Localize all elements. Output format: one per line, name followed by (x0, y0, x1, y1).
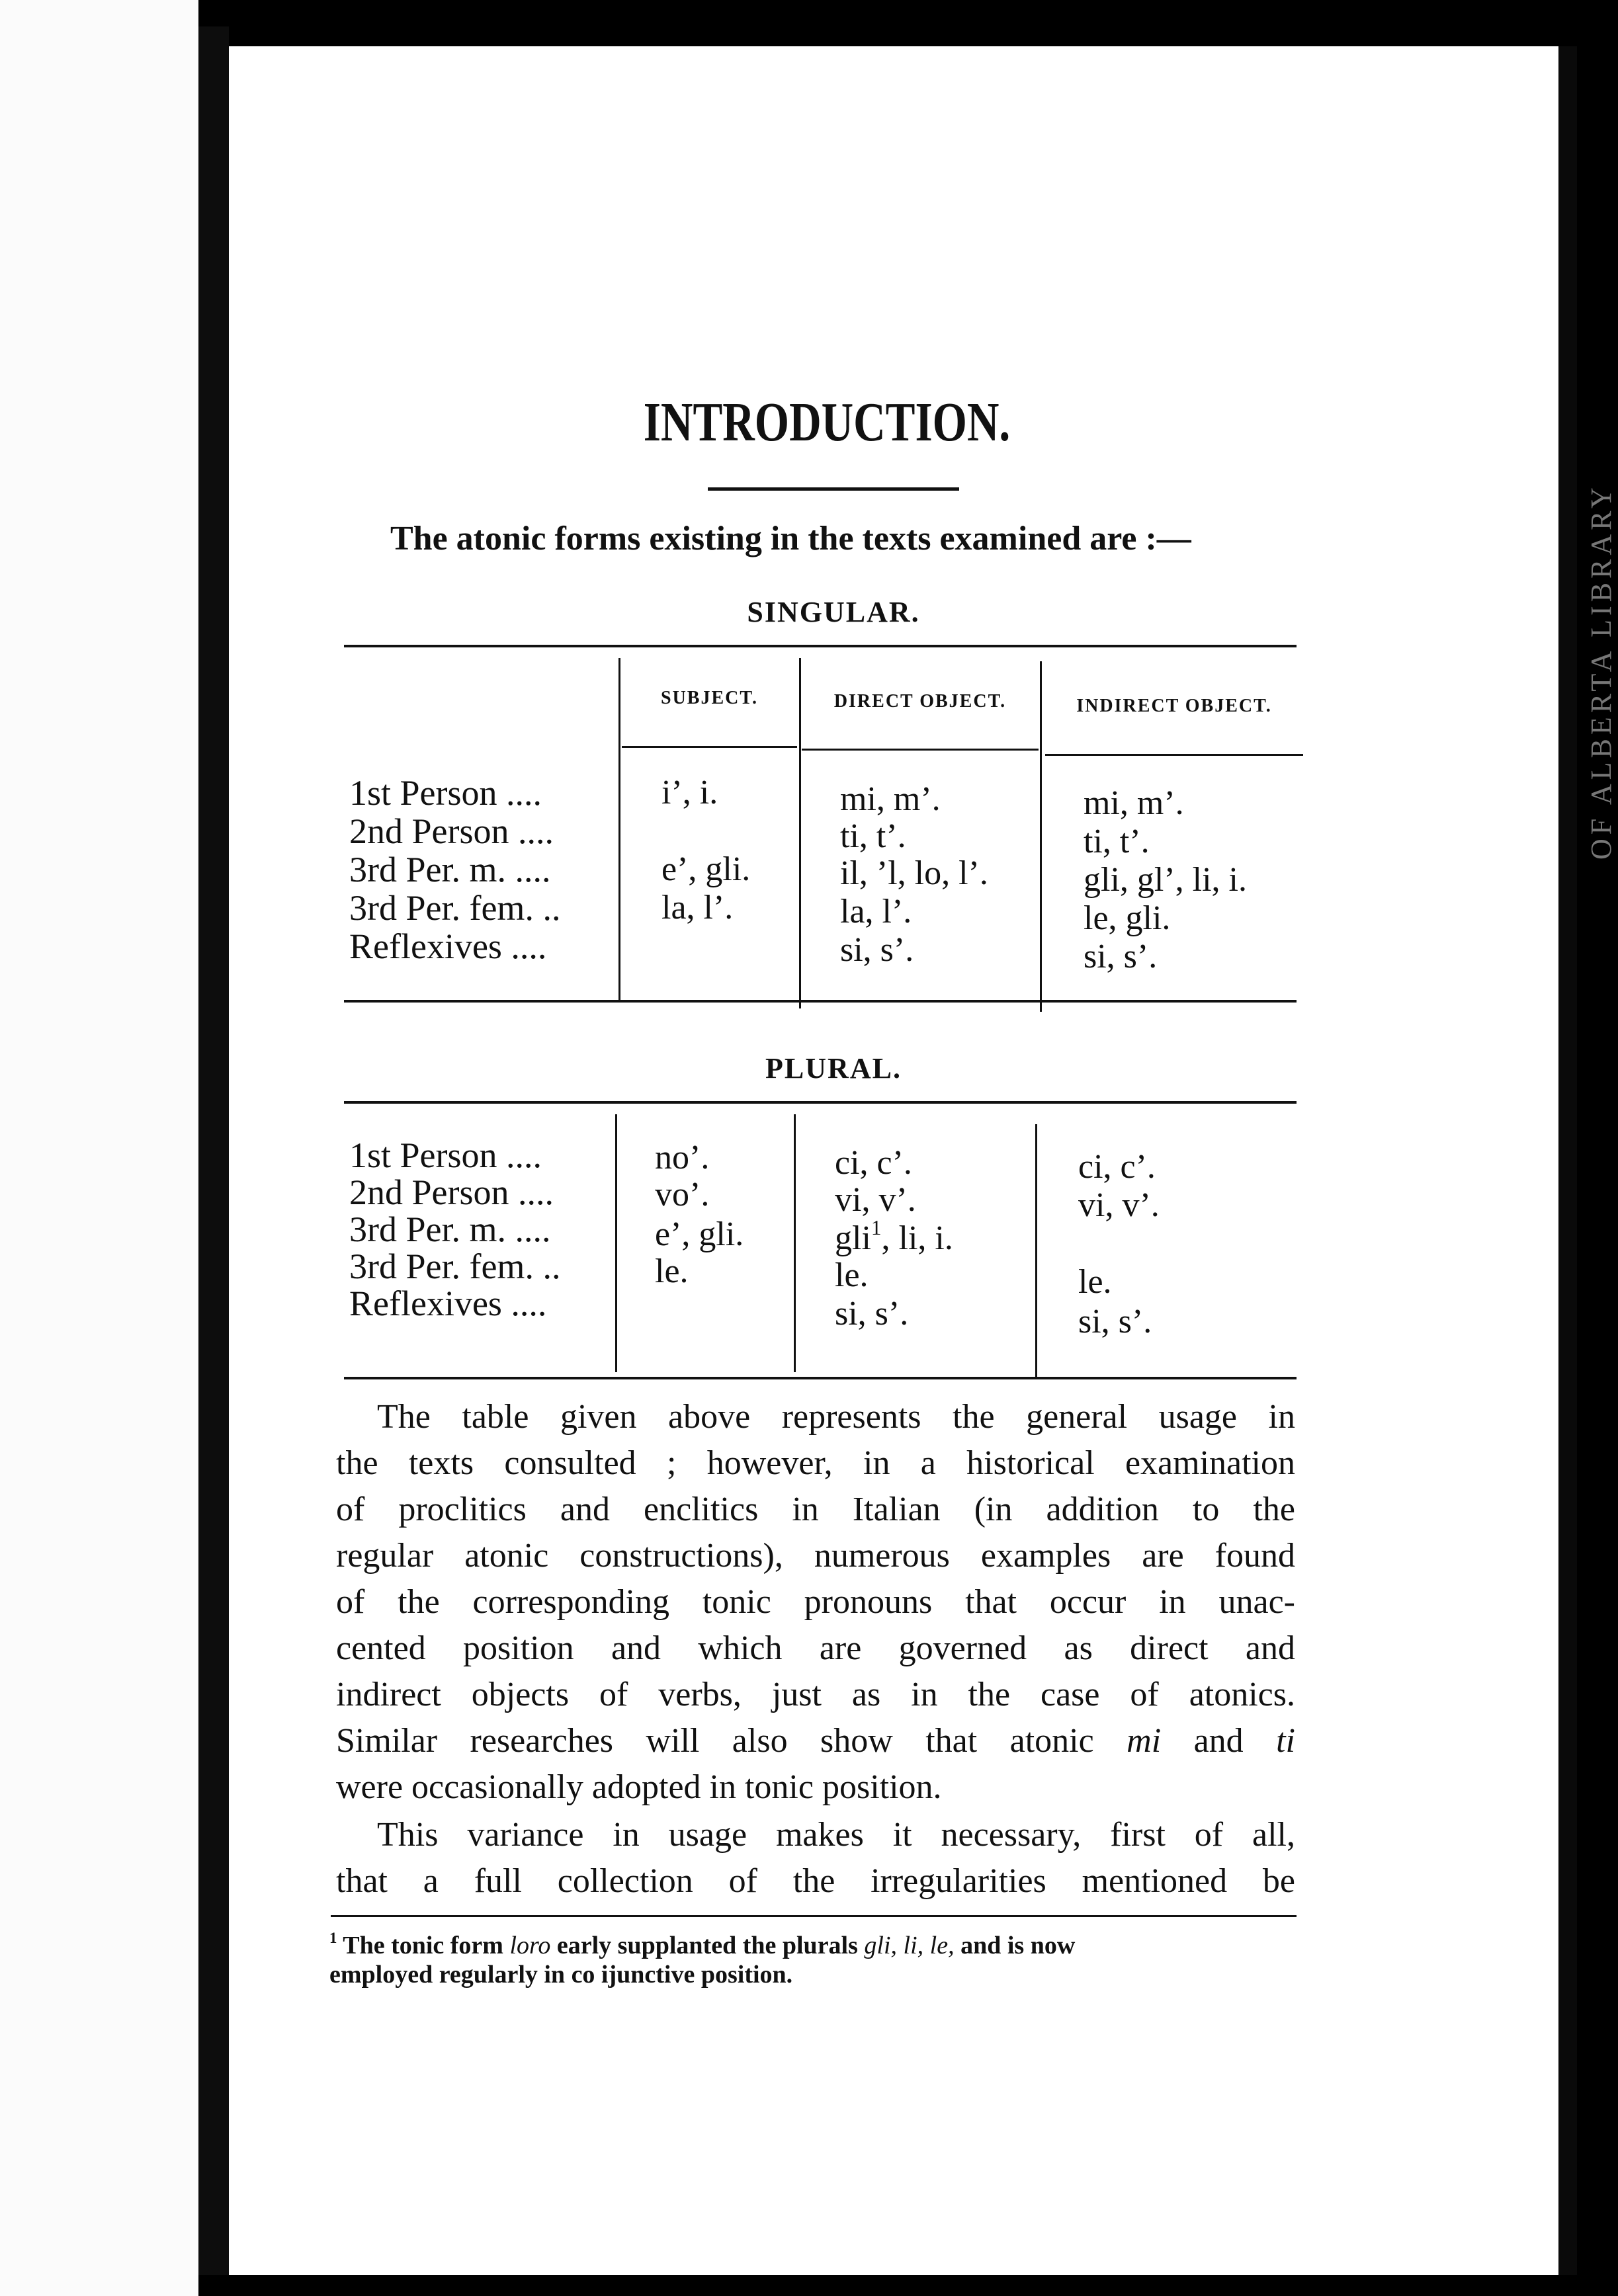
cell-indirect: ti, t’. (1084, 823, 1150, 860)
row-label: 3rd Per. fem. .. (349, 888, 561, 928)
plural-col-divider (1035, 1124, 1037, 1379)
cell-direct: la, l’. (840, 893, 912, 930)
cell-direct: le. (835, 1256, 869, 1294)
page-title: INTRODUCTION. (643, 391, 1011, 453)
title-rule (708, 487, 959, 491)
row-label: 2nd Person .... (349, 811, 554, 851)
cell-indirect: gli, gl’, li, i. (1084, 861, 1247, 899)
footnote-rule (331, 1915, 1297, 1917)
footnote-line: employed regularly in co ijunctive position. (329, 1961, 793, 1988)
text-line: This variance in usage makes it necessary, first of all, (377, 1816, 1295, 1854)
text-line: of the corresponding tonic pronouns that occur in unac- (336, 1583, 1295, 1621)
col-direct-object-header: DIRECT OBJECT. (833, 691, 1007, 712)
col-direct-rule (802, 749, 1039, 751)
plural-heading: PLURAL. (765, 1052, 902, 1085)
text-line: regular atonic constructions), numerous examples are found (336, 1537, 1295, 1575)
row-label: Reflexives .... (349, 1284, 547, 1323)
cell-indirect: le. (1078, 1263, 1112, 1301)
cell-subject: e’, gli. (661, 850, 751, 888)
text-line: the texts consulted ; however, in a historical examination (336, 1444, 1295, 1482)
text-fragment: and is now (954, 1932, 1076, 1959)
plural-top-rule (344, 1101, 1297, 1104)
book-binding-gutter (198, 26, 229, 2275)
cell-indirect: le, gli. (1084, 899, 1171, 937)
text-fragment: Similar researches will also show that atonic (336, 1722, 1094, 1760)
col-subject-header: SUBJECT. (661, 688, 758, 708)
col-indirect-object-header: INDIRECT OBJECT. (1076, 696, 1272, 716)
col-subject-rule (622, 746, 797, 748)
singular-bottom-rule (344, 1000, 1297, 1003)
plural-col-divider (615, 1114, 617, 1372)
footnote-ref: 1 (871, 1216, 882, 1240)
facing-page-edge (0, 0, 198, 2296)
intro-sentence: The atonic forms existing in the texts examined are :— (390, 520, 1191, 557)
singular-col-divider (799, 658, 801, 1008)
cell-direct: si, s’. (835, 1295, 909, 1332)
cell-indirect: ci, c’. (1078, 1148, 1156, 1186)
cell-direct: si, s’. (840, 931, 914, 969)
text-line: of proclitics and enclitics in Italian (in addition to the (336, 1491, 1295, 1528)
footnote-line (329, 1931, 1295, 1960)
cell-direct (835, 1216, 953, 1258)
direct-gli: gli (835, 1219, 871, 1257)
footnote-marker: 1 (329, 1930, 337, 1947)
cell-direct: mi, m’. (840, 780, 941, 818)
direct-rest: , li, i. (881, 1219, 953, 1257)
cell-indirect: si, s’. (1078, 1303, 1152, 1340)
cell-subject: vo’. (655, 1176, 710, 1213)
italic-loro: loro (509, 1932, 551, 1959)
row-label: 3rd Per. fem. .. (349, 1247, 561, 1286)
cell-indirect: vi, v’. (1078, 1186, 1160, 1224)
cell-indirect: mi, m’. (1084, 784, 1184, 822)
cell-direct: ti, t’. (840, 817, 906, 855)
italic-ti: ti (1276, 1722, 1295, 1760)
italic-mi: mi (1127, 1722, 1162, 1760)
text-line: were occasionally adopted in tonic position. (336, 1768, 942, 1806)
cell-subject: e’, gli. (655, 1215, 744, 1253)
col-indirect-rule (1045, 754, 1303, 756)
cell-indirect: si, s’. (1084, 938, 1158, 975)
library-stamp: OF ALBERTA LIBRARY (1585, 483, 1617, 860)
text-fragment: early supplanted the plurals (550, 1932, 865, 1959)
cell-subject: la, l’. (661, 889, 734, 926)
italic-plurals: gli, li, le, (864, 1932, 955, 1959)
text-line: that a full collection of the irregularities mentioned be (336, 1862, 1295, 1900)
plural-col-divider (794, 1114, 796, 1372)
footnote (329, 1931, 1295, 1989)
text-fragment: and (1161, 1722, 1277, 1760)
text-fragment: The tonic form (337, 1932, 510, 1959)
cell-direct: vi, v’. (835, 1181, 916, 1219)
page-right-edge (1558, 46, 1577, 2275)
cell-subject: no’. (655, 1139, 710, 1176)
text-line: indirect objects of verbs, just as in the case of atonics. (336, 1676, 1295, 1713)
singular-top-rule (344, 645, 1297, 647)
singular-col-divider (618, 658, 620, 1002)
singular-col-divider (1040, 661, 1042, 1012)
singular-heading: SINGULAR. (747, 596, 920, 628)
row-label: 1st Person .... (349, 773, 542, 813)
cell-subject: le. (655, 1252, 689, 1290)
cell-direct: ci, c’. (835, 1144, 912, 1182)
row-label: 1st Person .... (349, 1135, 542, 1175)
text-line: The table given above represents the general usage in (377, 1398, 1295, 1436)
row-label: 2nd Person .... (349, 1172, 554, 1212)
text-line-with-italics (336, 1718, 1295, 1764)
cell-direct: il, ’l, lo, l’. (840, 854, 988, 892)
paragraph-2 (336, 1812, 1295, 1905)
row-label: 3rd Per. m. .... (349, 850, 551, 889)
row-label: Reflexives .... (349, 926, 547, 966)
text-line: cented position and which are governed as direct and (336, 1629, 1295, 1667)
row-label: 3rd Per. m. .... (349, 1210, 551, 1249)
paragraph-1 (336, 1394, 1295, 1811)
cell-subject: i’, i. (661, 774, 718, 811)
plural-bottom-rule (344, 1377, 1297, 1379)
